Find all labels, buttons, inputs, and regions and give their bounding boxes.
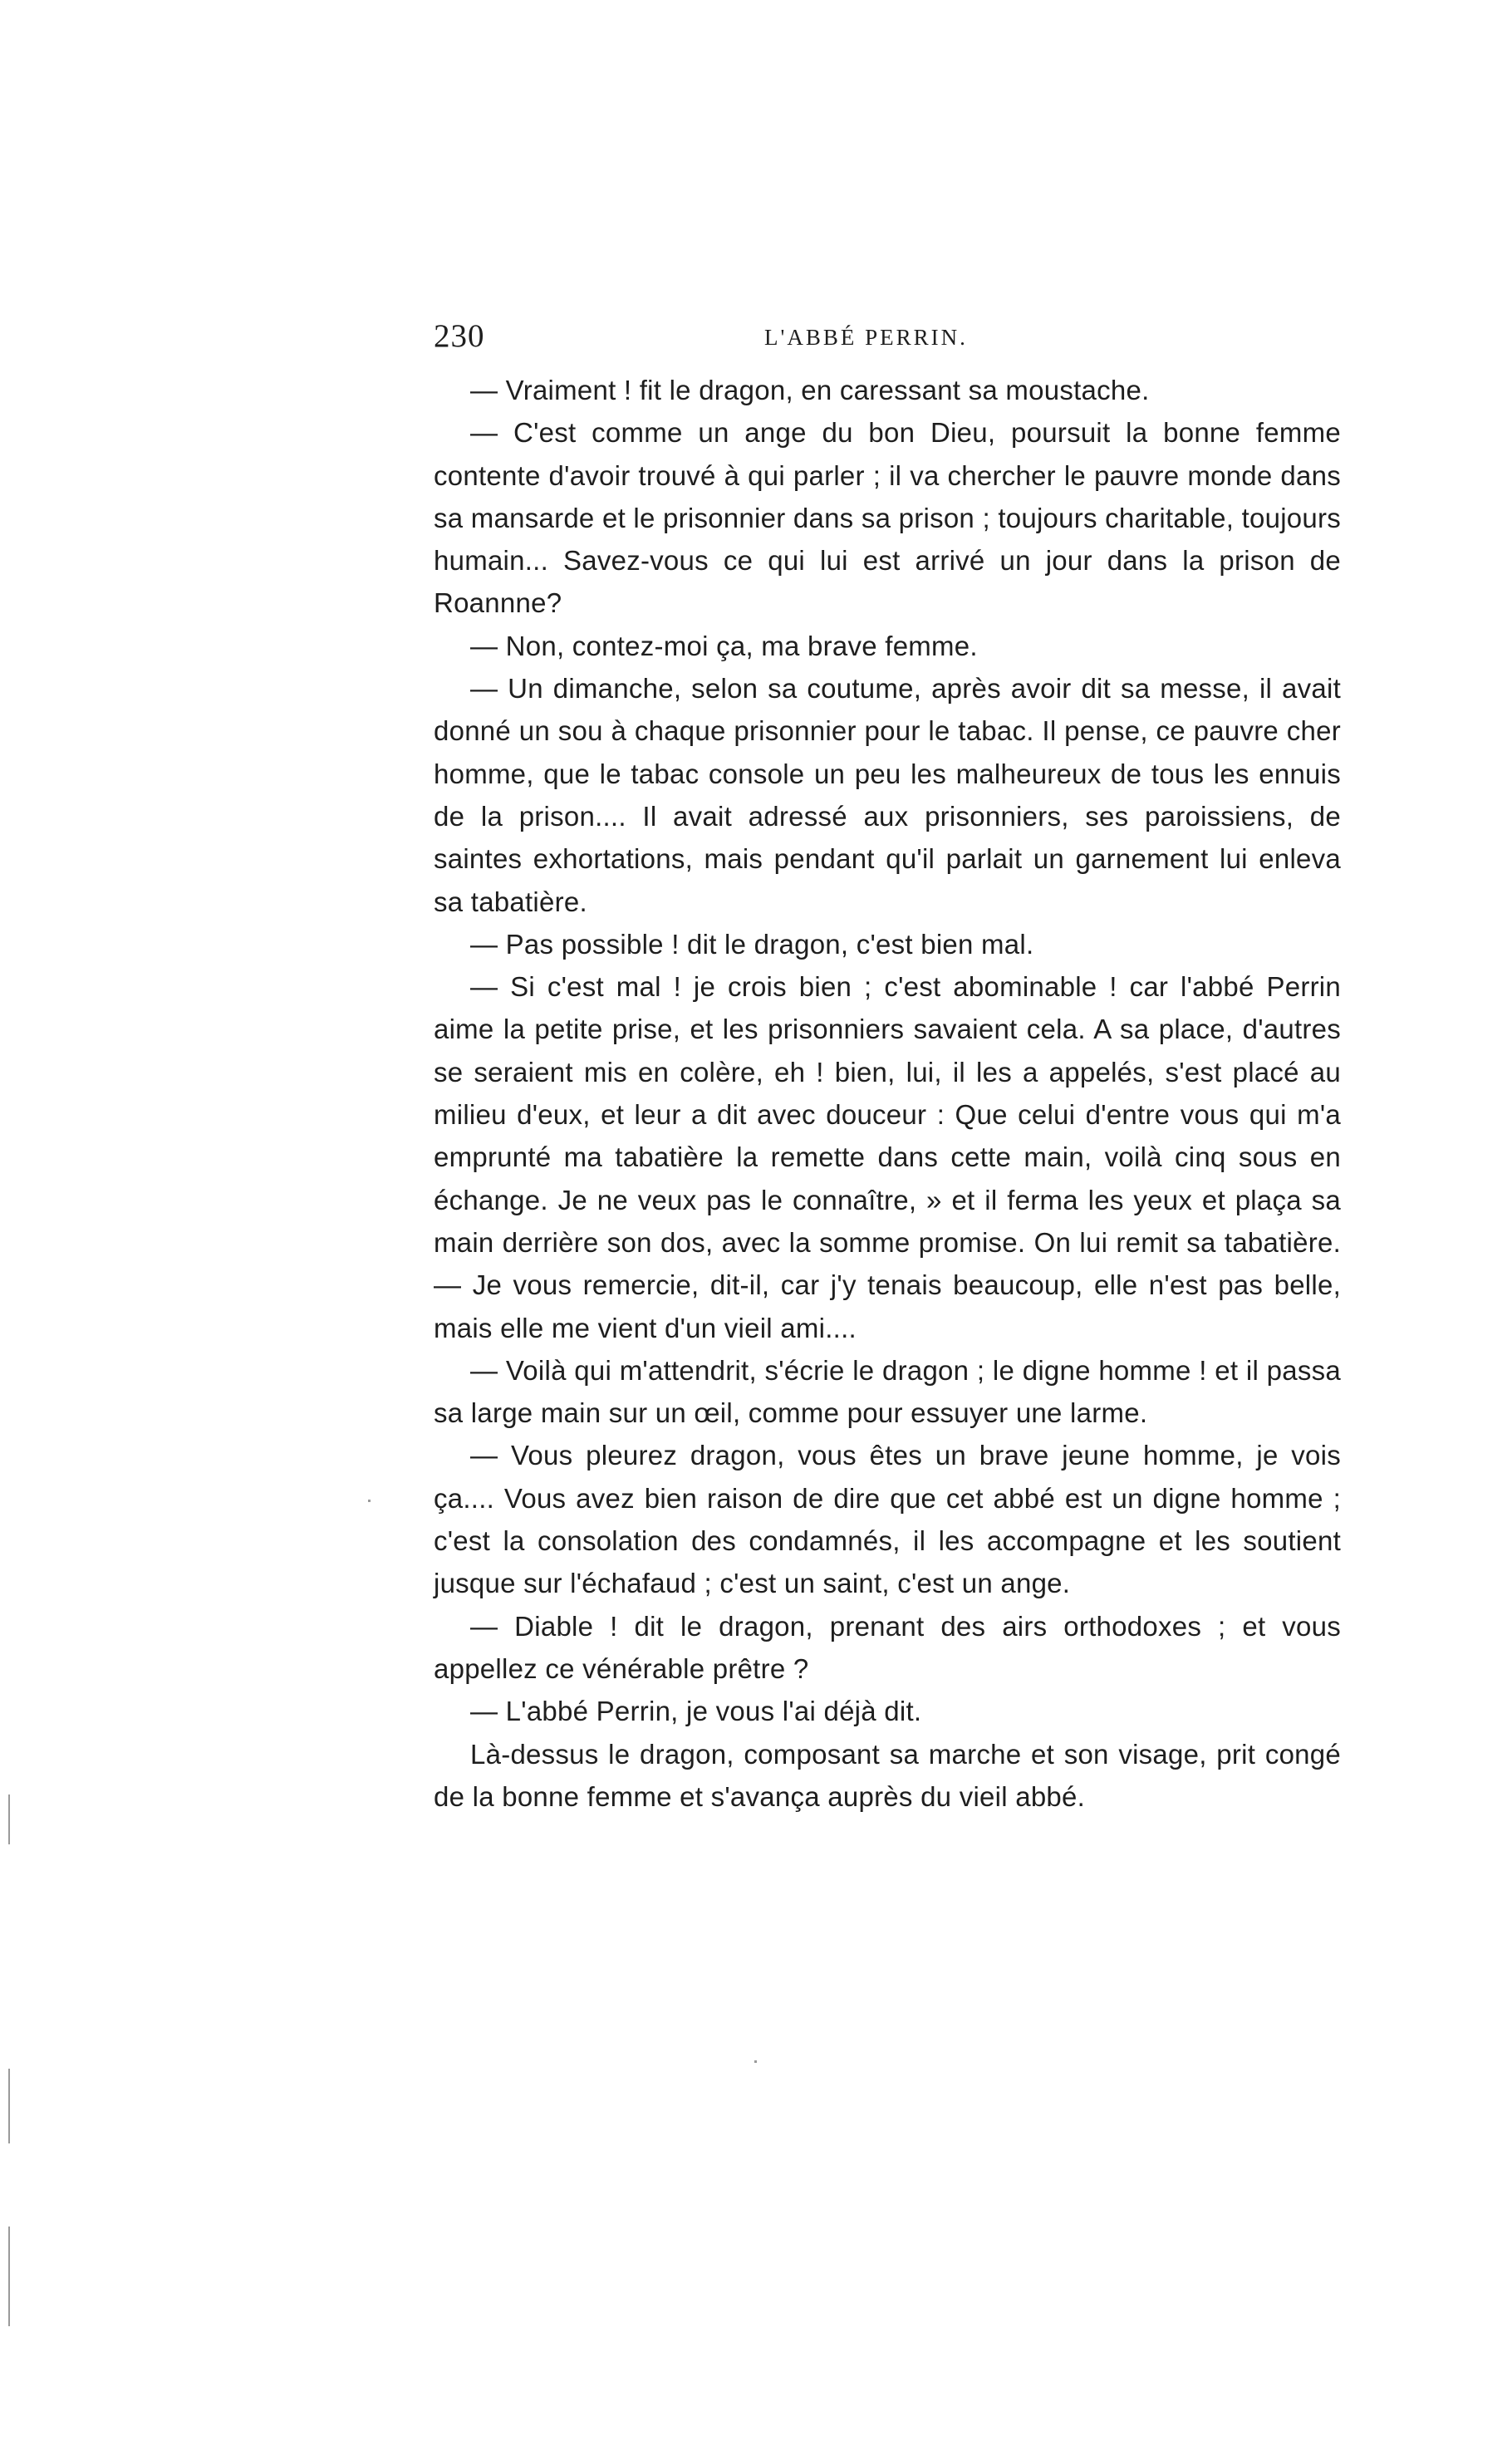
paragraph-9: — Diable ! dit le dragon, prenant des airs orthodoxes ; et vous appellez ce vénérable prêtre ? [434,1610,1341,1684]
paragraph-1: — Vraiment ! fit le dragon, en caressant sa moustache. [470,375,1150,405]
running-title: L'ABBÉ PERRIN. [764,325,968,350]
scan-speck [8,1795,10,1844]
page-number: 230 [434,318,485,354]
scan-speck [754,2060,757,2063]
paragraph-11: Là-dessus le dragon, composant sa marche et son visage, prit congé de la bonne femme et s'avança auprès du vieil abbé. [434,1738,1341,1812]
paragraph-10: — L'abbé Perrin, je vous l'ai déjà dit. [470,1696,922,1727]
scan-speck [8,2069,10,2143]
paragraph-5: — Pas possible ! dit le dragon, c'est bien mal. [470,928,1034,960]
paragraph-4: — Un dimanche, selon sa coutume, après avoir dit sa messe, il avait donné un sou à chaque prisonnier pour le tabac. Il pense, ce pauvre cher homme, que le tabac console un peu les malheureux de tous les ennuis de la prison.... Il avait adressé aux prisonniers, ses paroissiens, de saintes exhortations, mais pendant qu'il parlait un garnement lui enleva sa tabatière. [434,673,1341,917]
paragraph-3: — Non, contez-moi ça, ma brave femme. [470,630,978,661]
paragraph-2: — C'est comme un ange du bon Dieu, poursuit la bonne femme contente d'avoir trouvé à qui parler ; il va chercher le pauvre monde dans sa mansarde et le prisonnier dans sa prison ; toujours charitable, toujours humain... Savez-vous ce qui lui est arrivé un jour dans la prison de Roannne? [434,417,1341,619]
scan-speck [8,2227,10,2326]
scan-speck [368,1500,371,1502]
paragraph-6: — Si c'est mal ! je crois bien ; c'est abominable ! car l'abbé Perrin aime la petite prise, et les prisonniers savaient cela. A sa place, d'autres se seraient mis en colère, eh ! bien, lui, il les a appelés, s'est placé au milieu d'eux, et leur a dit avec douceur : Que celui d'entre vous qui m'a emprunté ma tabatière la remette dans cette main, voilà cinq sous en échange. Je ne veux pas le connaître, » et il ferma les yeux et plaça sa main derrière son dos, avec la somme promise. On lui remit sa tabatière. — Je vous remercie, dit-il, car j'y tenais beaucoup, elle n'est pas belle, mais elle me vient d'un vieil ami.... [434,971,1341,1343]
body-text [434,369,1341,1818]
running-head [434,316,1341,357]
paragraph-8: — Vous pleurez dragon, vous êtes un brave jeune homme, je vois ça.... Vous avez bien raison de dire que cet abbé est un digne homme ; c'est la consolation des condamnés, il les accompagne et les soutient jusque sur l'échafaud ; c'est un saint, c'est un ange. [434,1440,1341,1599]
paragraph-7: — Voilà qui m'attendrit, s'écrie le dragon ; le digne homme ! et il passa sa large main sur un œil, comme pour essuyer une larme. [434,1354,1341,1429]
